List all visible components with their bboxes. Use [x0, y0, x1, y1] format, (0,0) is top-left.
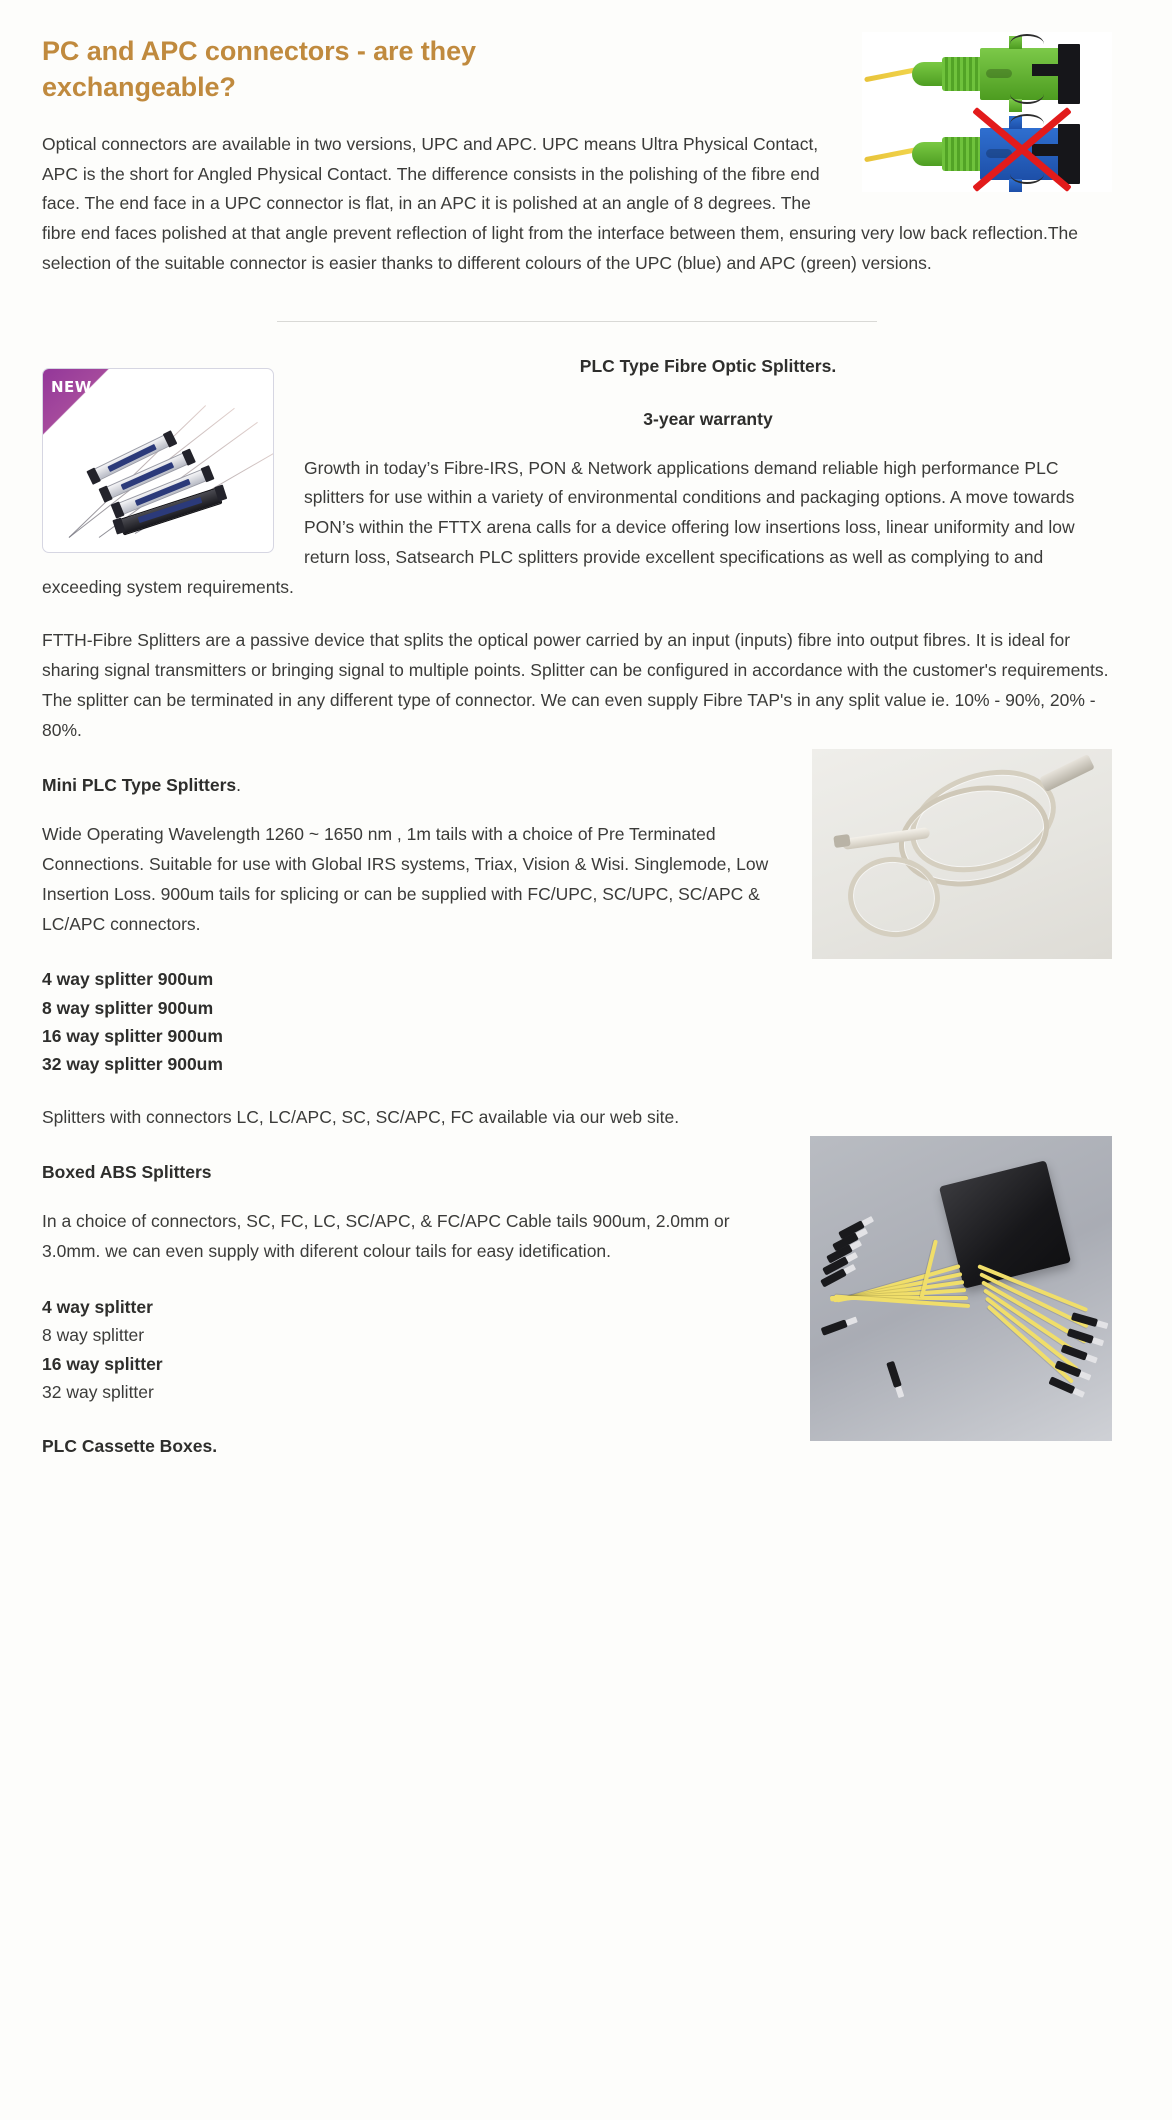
- adapter-clip-icon: [1010, 114, 1044, 124]
- apc-to-apc-connector-illustration: [862, 32, 1112, 108]
- section-divider: [277, 321, 877, 322]
- mini-plc-paragraph: Wide Operating Wavelength 1260 ~ 1650 nm , 1m tails with a choice of Pre Terminated Connections. Suitable for use with Global IRS systems, Triax, Vision & Wisi. Singlemode, Low Insertion Loss. 900um tails for splicing or can be supplied with FC/UPC, SC/UPC, SC/APC & LC/APC connectors.: [42, 824, 769, 934]
- boxed-abs-label: Boxed ABS Splitters: [42, 1162, 212, 1183]
- apc-upc-connector-image: [862, 32, 1112, 192]
- plc-warranty-label: 3-year warranty: [643, 408, 773, 429]
- fibre-connector-icon: [821, 1320, 848, 1336]
- list-item: 4 way splitter: [42, 1296, 153, 1317]
- new-badge-label: NEW: [51, 377, 92, 396]
- connector-boot-icon: [912, 62, 946, 86]
- mini-plc-splitter-image: [812, 749, 1112, 959]
- intro-paragraph: Optical connectors are available in two versions, UPC and APC. UPC means Ultra Physical Contact, APC is the short for Angled Physical Contact. The difference consists in the polishing of the fibre end face. The end face in a UPC connector is flat, in an APC it is polished at an angle of 8 degrees. The fibre end faces polished at that angle prevent reflection of light from the interface between them, ensuring very low back reflection.The selection of the suitable connector is easier thanks to different colours of the UPC (blue) and APC (green) versions.: [42, 133, 1078, 273]
- connector-tail-icon: [1039, 754, 1095, 792]
- list-item: 16 way splitter 900um: [42, 1026, 223, 1046]
- ftth-paragraph: FTTH-Fibre Splitters are a passive device that splits the optical power carried by an input (inputs) fibre into output fibres. It is ideal for sharing signal transmitters or bringing signal to multiple points. Splitter can be configured in accordance with the customer's requirements. The splitter can be terminated in any different type of connector. We can even supply Fibre TAP's in any split value ie. 10% - 90%, 20% - 80%.: [42, 630, 1109, 740]
- mini-plc-label: Mini PLC Type Splitters.: [42, 775, 242, 796]
- abs-enclosure-icon: [939, 1161, 1071, 1289]
- mini-plc-footnote: Splitters with connectors LC, LC/APC, SC, SC/APC, FC available via our web site.: [42, 1106, 680, 1127]
- plc-splitter-image: [42, 368, 274, 553]
- adapter-clip-icon: [1010, 34, 1044, 44]
- connector-grip-icon: [942, 57, 984, 91]
- list-item: 4 way splitter 900um: [42, 969, 214, 990]
- fibre-connector-icon: [1067, 1329, 1094, 1345]
- connector-grip-icon: [942, 137, 984, 171]
- plc-section-heading: PLC Type Fibre Optic Splitters.: [579, 355, 837, 376]
- page-title: PC and APC connectors - are they exchangeable?: [42, 36, 476, 102]
- fibre-connector-icon: [886, 1361, 902, 1388]
- ferrule-end-icon: [1058, 44, 1080, 104]
- plc-description-paragraph: Growth in today’s Fibre-IRS, PON & Network applications demand reliable high performance PLC splitters for use within a variety of environmental conditions and packaging options. A move towards PON’s within the FTTX arena calls for a device offering low insertions loss, linear uniformity and low return loss, Satsearch PLC splitters provide excellent specifications as well as complying to and exceeding system requirements.: [42, 457, 1075, 597]
- plc-cassette-label: PLC Cassette Boxes.: [42, 1436, 218, 1457]
- list-item: 32 way splitter 900um: [42, 1054, 223, 1075]
- connector-latch-icon: [986, 149, 1012, 158]
- ferrule-end-icon: [1058, 124, 1080, 184]
- list-item: 32 way splitter: [42, 1381, 154, 1402]
- apc-to-upc-mismatch-illustration: [862, 112, 1112, 188]
- list-item: 16 way splitter: [42, 1353, 163, 1374]
- list-item: 8 way splitter: [42, 1325, 145, 1346]
- boxed-abs-paragraph: In a choice of connectors, SC, FC, LC, SC/APC, & FC/APC Cable tails 900um, 2.0mm or 3.0mm. we can even supply with diferent colour tails for easy idetification.: [42, 1211, 730, 1262]
- boxed-abs-splitter-image: [810, 1136, 1112, 1441]
- mini-plc-spec-list: [42, 965, 1112, 1078]
- connector-latch-icon: [986, 69, 1012, 78]
- list-item: 8 way splitter 900um: [42, 997, 214, 1018]
- connector-boot-icon: [912, 142, 946, 166]
